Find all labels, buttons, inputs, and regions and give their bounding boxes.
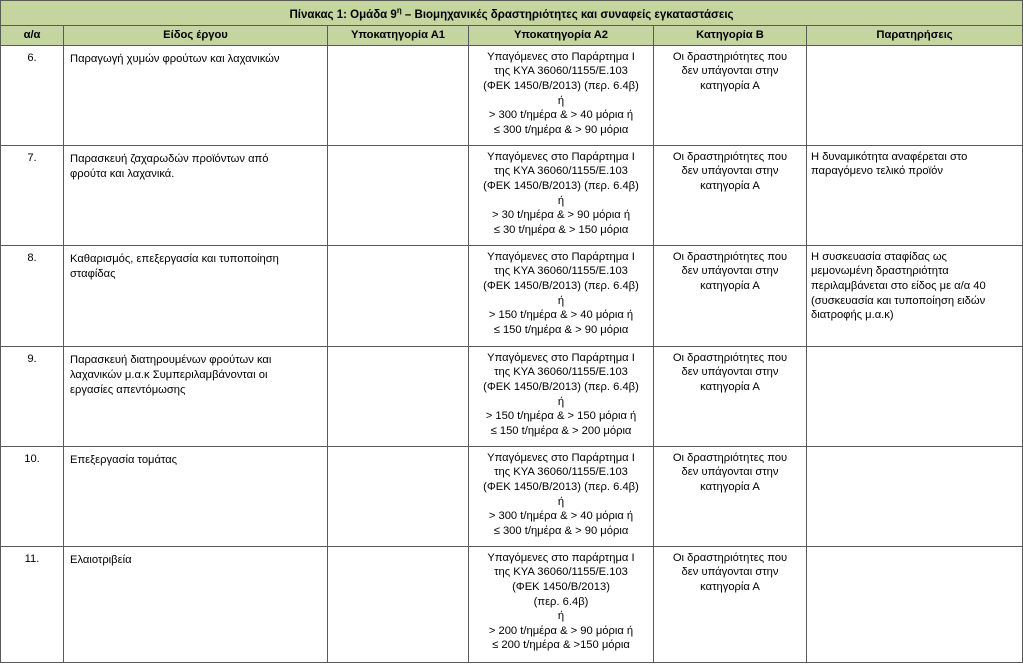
subcategory-a2-line: της ΚΥΑ 36060/1155/Ε.103 [494, 566, 628, 579]
subcategory-a2-line: (ΦΕΚ 1450/Β/2013) (περ. 6.4β) [483, 381, 639, 394]
category-b-line: Οι δραστηριότητες που [672, 150, 788, 163]
header-notes: Παρατηρήσεις [807, 25, 1023, 45]
notes-cell [807, 546, 1023, 662]
subcategory-a2-cell [469, 546, 654, 662]
subcategory-a2-line: της ΚΥΑ 36060/1155/Ε.103 [494, 65, 628, 78]
subcategory-a2-line: Υπαγόμενες στο Παράρτημα Ι [487, 351, 635, 364]
table-row [1, 546, 1023, 662]
subcategory-a2-line: Υπαγόμενες στο Παράρτημα Ι [487, 451, 635, 464]
table-title-main: Πίνακας 1: Ομάδα 9 [289, 8, 397, 21]
table-row [1, 45, 1023, 145]
category-b-line: δεν υπάγονται στην [681, 265, 779, 278]
notes-cell [807, 446, 1023, 546]
category-b-cell [654, 346, 807, 446]
subcategory-a2-line: ή [557, 294, 565, 307]
subcategory-a2-cell [469, 346, 654, 446]
subcategory-a2-line: (ΦΕΚ 1450/Β/2013) (περ. 6.4β) [483, 180, 639, 193]
category-b-cell [654, 546, 807, 662]
row-number: 6. [1, 45, 64, 145]
project-type-cell [64, 446, 328, 546]
subcategory-a1-cell [328, 346, 469, 446]
subcategory-a2-line: ή [557, 610, 565, 623]
project-type-line: Καθαρισμός, επεξεργασία και τυποποίηση [70, 252, 279, 265]
table-row [1, 145, 1023, 245]
subcategory-a2-line: ≤ 200 t/ημέρα & >150 μόρια [492, 639, 630, 652]
subcategory-a2-line: (ΦΕΚ 1450/Β/2013) (περ. 6.4β) [483, 481, 639, 494]
table-row [1, 446, 1023, 546]
category-b-line: Οι δραστηριότητες που [672, 50, 788, 63]
subcategory-a2-line: (περ. 6.4β) [533, 595, 589, 608]
subcategory-a2-line: ≤ 300 t/ημέρα & > 90 μόρια [493, 524, 629, 537]
subcategory-a2-cell [469, 45, 654, 145]
subcategory-a2-line: (ΦΕΚ 1450/Β/2013) (περ. 6.4β) [483, 80, 639, 93]
project-type-line: φρούτα και λαχανικά. [70, 167, 175, 180]
subcategory-a2-line: ≤ 300 t/ημέρα & > 90 μόρια [493, 123, 629, 136]
table-title-superscript: η [396, 6, 402, 15]
header-b: Κατηγορία Β [654, 25, 807, 45]
project-type-cell [64, 45, 328, 145]
row-number: 10. [1, 446, 64, 546]
category-b-line: Οι δραστηριότητες που [672, 551, 788, 564]
header-a2: Υποκατηγορία Α2 [469, 25, 654, 45]
notes-cell [807, 145, 1023, 245]
subcategory-a2-line: ≤ 150 t/ημέρα & > 90 μόρια [493, 323, 629, 336]
header-kind: Είδος έργου [64, 25, 328, 45]
subcategory-a2-line: ή [557, 395, 565, 408]
category-b-line: Οι δραστηριότητες που [672, 451, 788, 464]
subcategory-a2-line: Υπαγόμενες στο Παράρτημα Ι [487, 250, 635, 263]
project-type-line: λαχανικών μ.α.κ Συμπεριλαμβάνονται οι [70, 368, 268, 381]
project-type-line: Ελαιοτριβεία [70, 553, 132, 566]
category-b-line: κατηγορία Α [700, 180, 760, 193]
category-b-line: δεν υπάγονται στην [681, 566, 779, 579]
subcategory-a2-line: ≤ 150 t/ημέρα & > 200 μόρια [490, 424, 632, 437]
notes-line: Η συσκευασία σταφίδας ως [811, 250, 947, 263]
subcategory-a2-line: ή [557, 194, 565, 207]
subcategory-a2-line: Υπαγόμενες στο παράρτημα Ι [487, 551, 635, 564]
subcategory-a2-line: > 300 t/ημέρα & > 40 μόρια ή [488, 510, 634, 523]
category-b-cell [654, 45, 807, 145]
table-title [1, 1, 1023, 26]
table-row [1, 245, 1023, 346]
subcategory-a2-line: Υπαγόμενες στο Παράρτημα Ι [487, 50, 635, 63]
notes-line: (συσκευασία και τυποποίηση ειδών [811, 294, 986, 307]
category-b-cell [654, 245, 807, 346]
header-a1: Υποκατηγορία Α1 [328, 25, 469, 45]
subcategory-a1-cell [328, 546, 469, 662]
row-number: 8. [1, 245, 64, 346]
subcategory-a2-line: > 150 t/ημέρα & > 40 μόρια ή [488, 309, 634, 322]
row-number: 9. [1, 346, 64, 446]
subcategory-a1-cell [328, 45, 469, 145]
subcategory-a2-line: (ΦΕΚ 1450/Β/2013) (περ. 6.4β) [483, 280, 639, 293]
project-type-line: σταφίδας [70, 267, 116, 280]
subcategory-a2-cell [469, 145, 654, 245]
project-type-cell [64, 245, 328, 346]
category-b-line: δεν υπάγονται στην [681, 466, 779, 479]
subcategory-a2-line: (ΦΕΚ 1450/Β/2013) [512, 581, 610, 594]
subcategory-a2-line: της ΚΥΑ 36060/1155/Ε.103 [494, 366, 628, 379]
subcategory-a2-line: ≤ 30 t/ημέρα & > 150 μόρια [493, 223, 629, 236]
category-b-line: Οι δραστηριότητες που [672, 351, 788, 364]
subcategory-a2-line: > 150 t/ημέρα & > 150 μόρια ή [485, 410, 637, 423]
subcategory-a2-line: της ΚΥΑ 36060/1155/Ε.103 [494, 165, 628, 178]
notes-line: περιλαμβάνεται στο είδος με α/α 40 [811, 280, 986, 293]
project-type-line: Παρασκευή ζαχαρωδών προϊόντων από [70, 152, 269, 165]
category-b-line: Οι δραστηριότητες που [672, 250, 788, 263]
project-type-line: Επεξεργασία τομάτας [70, 453, 178, 466]
category-b-line: δεν υπάγονται στην [681, 65, 779, 78]
notes-cell [807, 346, 1023, 446]
project-type-cell [64, 145, 328, 245]
row-number: 7. [1, 145, 64, 245]
row-number: 11. [1, 546, 64, 662]
category-b-line: δεν υπάγονται στην [681, 366, 779, 379]
subcategory-a2-line: της ΚΥΑ 36060/1155/Ε.103 [494, 265, 628, 278]
notes-line: διατροφής μ.α.κ) [811, 309, 894, 322]
subcategory-a2-line: > 30 t/ημέρα & > 90 μόρια ή [491, 209, 631, 222]
category-b-line: κατηγορία Α [700, 80, 760, 93]
category-b-line: κατηγορία Α [700, 280, 760, 293]
subcategory-a2-cell [469, 446, 654, 546]
subcategory-a2-line: της ΚΥΑ 36060/1155/Ε.103 [494, 466, 628, 479]
table-title-rest: – Βιομηχανικές δραστηριότητες και συναφείς εγκαταστάσεις [401, 8, 734, 21]
project-type-line: εργασίες απεντόμωσης [70, 383, 186, 396]
category-b-cell [654, 446, 807, 546]
subcategory-a2-line: ή [557, 94, 565, 107]
subcategory-a2-cell [469, 245, 654, 346]
subcategory-a1-cell [328, 145, 469, 245]
subcategory-a2-line: ή [557, 495, 565, 508]
notes-line: μεμονωμένη δραστηριότητα [811, 265, 949, 278]
table-row [1, 346, 1023, 446]
header-aa: α/α [1, 25, 64, 45]
subcategory-a2-line: > 300 t/ημέρα & > 40 μόρια ή [488, 109, 634, 122]
notes-line: παραγόμενο τελικό προϊόν [811, 165, 943, 178]
subcategory-a2-line: > 200 t/ημέρα & > 90 μόρια ή [488, 624, 634, 637]
notes-line: Η δυναμικότητα αναφέρεται στο [811, 150, 968, 163]
header-row [1, 25, 1023, 45]
category-b-line: κατηγορία Α [700, 581, 760, 594]
category-b-line: δεν υπάγονται στην [681, 165, 779, 178]
project-type-cell [64, 546, 328, 662]
project-type-line: Παραγωγή χυμών φρούτων και λαχανικών [70, 52, 280, 65]
subcategory-a1-cell [328, 446, 469, 546]
category-b-line: κατηγορία Α [700, 481, 760, 494]
project-type-cell [64, 346, 328, 446]
subcategory-a1-cell [328, 245, 469, 346]
notes-cell [807, 45, 1023, 145]
category-b-cell [654, 145, 807, 245]
notes-cell [807, 245, 1023, 346]
category-b-line: κατηγορία Α [700, 381, 760, 394]
project-type-line: Παρασκευή διατηρουμένων φρούτων και [70, 353, 272, 366]
subcategory-a2-line: Υπαγόμενες στο Παράρτημα Ι [487, 150, 635, 163]
